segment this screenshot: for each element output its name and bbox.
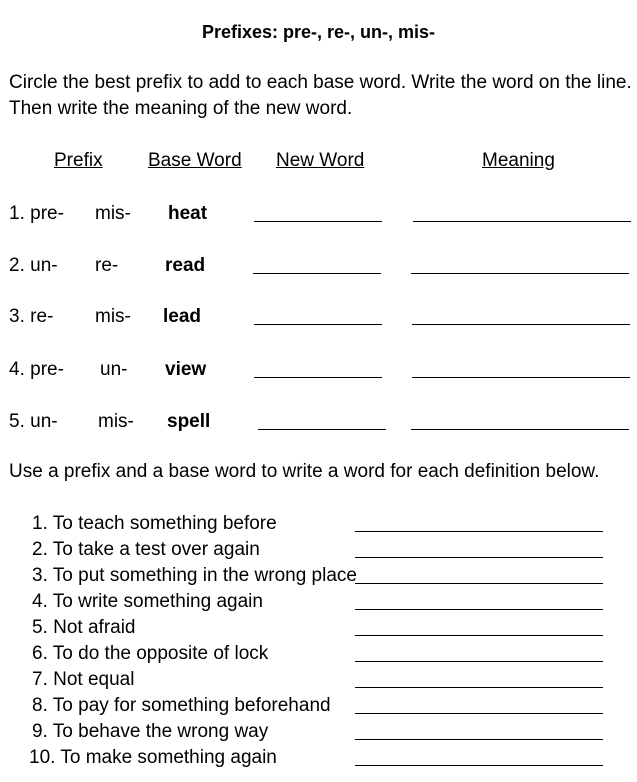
row-5-prefix-option-1[interactable]: 5. un-: [9, 411, 58, 432]
definition-3-answer-line[interactable]: [355, 583, 603, 584]
row-3-meaning-line[interactable]: [412, 324, 630, 325]
row-2-prefix-option-2[interactable]: re-: [95, 255, 119, 276]
definition-3: 3. To put something in the wrong place: [32, 565, 357, 586]
definition-5-answer-line[interactable]: [355, 635, 603, 636]
row-3-new-word-line[interactable]: [254, 324, 382, 325]
row-2-meaning-line[interactable]: [411, 273, 629, 274]
row-2-base-word: read: [165, 255, 206, 276]
row-2-prefix-option-1[interactable]: 2. un-: [9, 255, 58, 276]
definition-1: 1. To teach something before: [32, 513, 277, 534]
header-base-word: Base Word: [148, 150, 242, 171]
definition-10-answer-line[interactable]: [355, 765, 603, 766]
row-1-prefix-option-2[interactable]: mis-: [95, 203, 131, 224]
definition-6: 6. To do the opposite of lock: [32, 643, 269, 664]
row-3-prefix-option-2[interactable]: mis-: [95, 306, 131, 327]
instruction-line-1: Circle the best prefix to add to each base word. Write the word on the line.: [9, 72, 632, 93]
row-4-new-word-line[interactable]: [254, 377, 382, 378]
definition-1-answer-line[interactable]: [355, 531, 603, 532]
row-4-meaning-line[interactable]: [412, 377, 630, 378]
page-title: Prefixes: pre-, re-, un-, mis-: [201, 22, 436, 42]
definition-6-answer-line[interactable]: [355, 661, 603, 662]
row-5-base-word: spell: [167, 411, 211, 432]
definition-9-answer-line[interactable]: [355, 739, 603, 740]
definition-2: 2. To take a test over again: [32, 539, 260, 560]
header-meaning: Meaning: [482, 150, 555, 171]
definition-4-answer-line[interactable]: [355, 609, 603, 610]
row-1-base-word: heat: [168, 203, 208, 224]
definition-9: 9. To behave the wrong way: [32, 721, 269, 742]
instruction-line-2: Then write the meaning of the new word.: [9, 98, 353, 119]
row-4-base-word: view: [165, 359, 207, 380]
definition-5: 5. Not afraid: [32, 617, 136, 638]
row-1-prefix-option-1[interactable]: 1. pre-: [9, 203, 64, 224]
row-1-new-word-line[interactable]: [254, 221, 382, 222]
row-5-new-word-line[interactable]: [258, 429, 386, 430]
row-3-prefix-option-1[interactable]: 3. re-: [9, 306, 54, 327]
definition-4: 4. To write something again: [32, 591, 263, 612]
definition-8-answer-line[interactable]: [355, 713, 603, 714]
definition-7-answer-line[interactable]: [355, 687, 603, 688]
definition-10: 10. To make something again: [29, 747, 277, 768]
header-prefix: Prefix: [54, 150, 103, 171]
part2-instruction: Use a prefix and a base word to write a word for each definition below.: [9, 461, 600, 482]
definition-8: 8. To pay for something beforehand: [32, 695, 331, 716]
row-5-meaning-line[interactable]: [411, 429, 629, 430]
header-new-word: New Word: [276, 150, 365, 171]
row-4-prefix-option-1[interactable]: 4. pre-: [9, 359, 64, 380]
definition-7: 7. Not equal: [32, 669, 135, 690]
row-3-base-word: lead: [163, 306, 202, 327]
row-2-new-word-line[interactable]: [253, 273, 381, 274]
row-1-meaning-line[interactable]: [413, 221, 631, 222]
row-4-prefix-option-2[interactable]: un-: [100, 359, 128, 380]
row-5-prefix-option-2[interactable]: mis-: [98, 411, 134, 432]
definition-2-answer-line[interactable]: [355, 557, 603, 558]
